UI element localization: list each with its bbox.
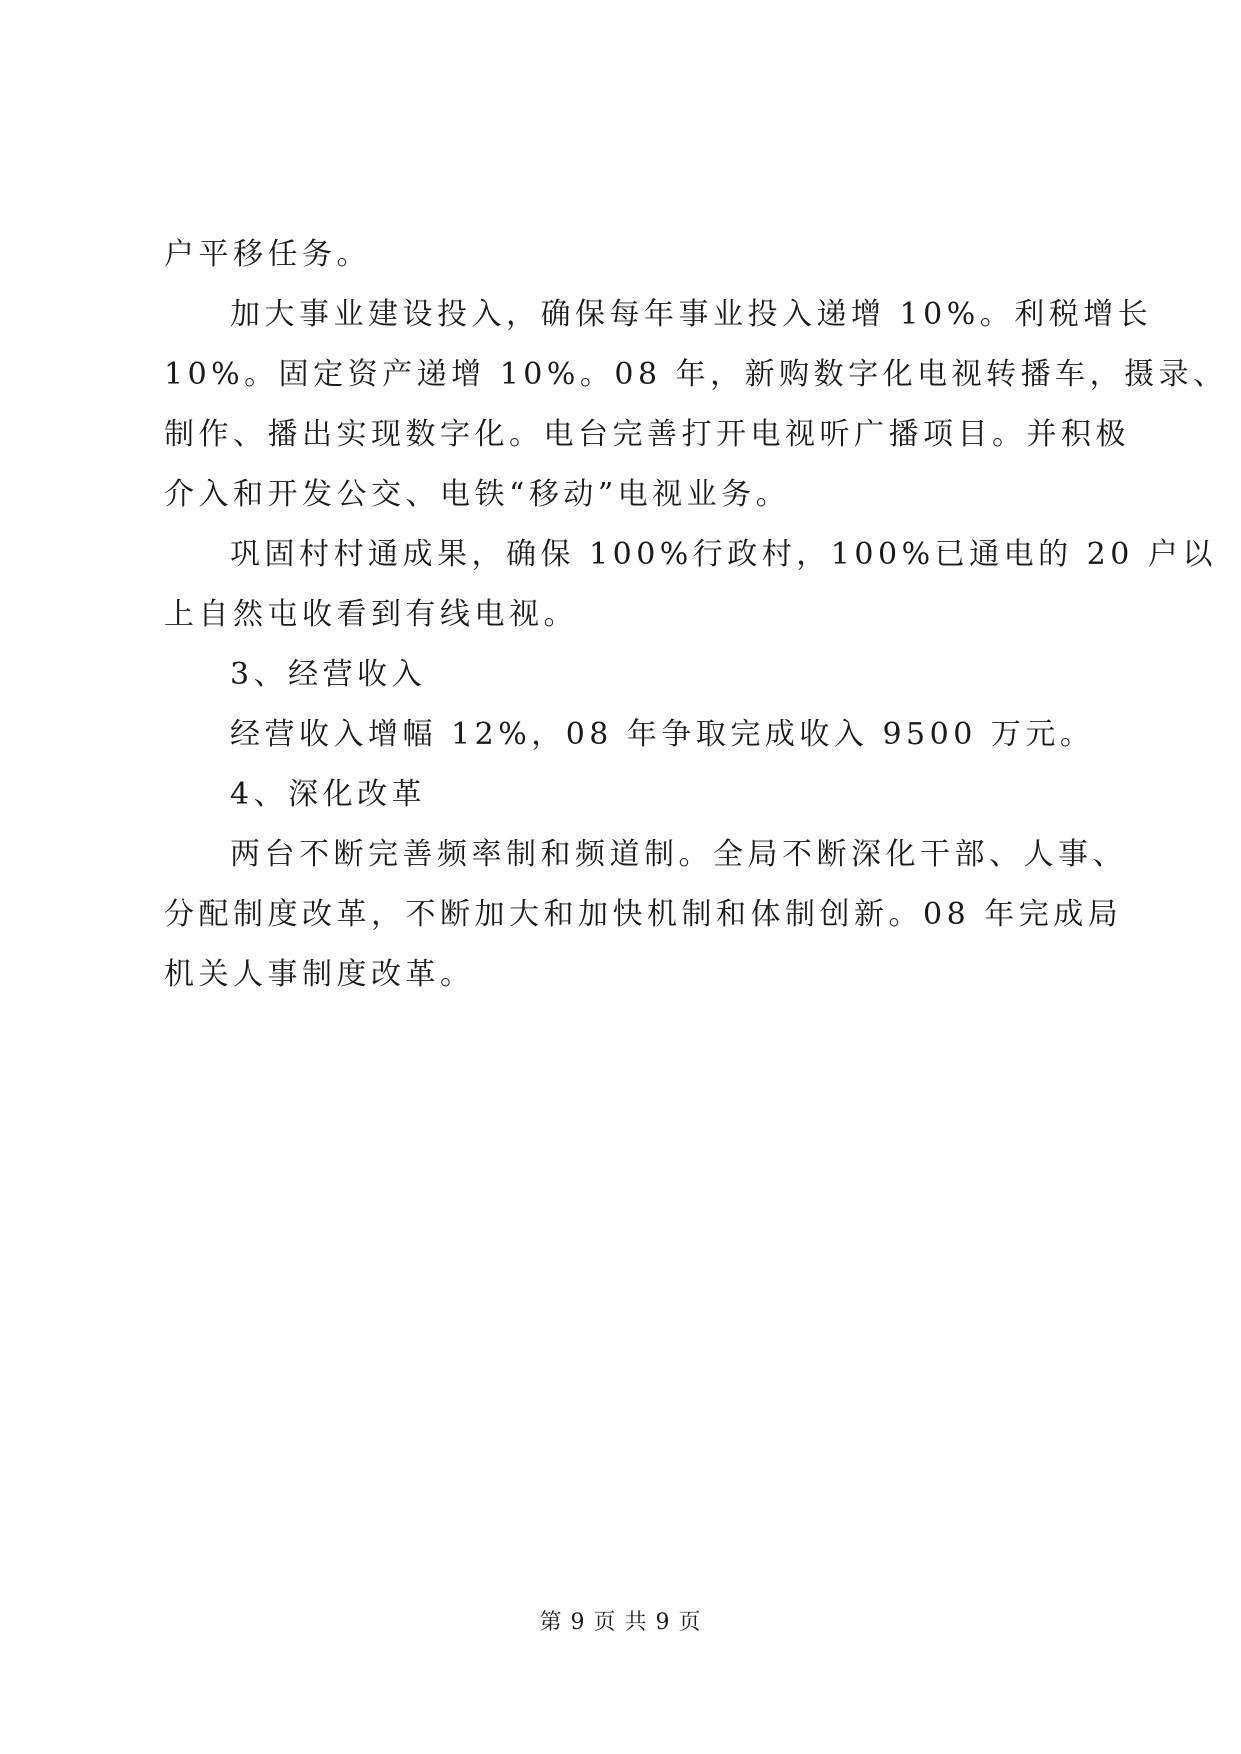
text-line: 加大事业建设投入，确保每年事业投入递增 10%。利税增长 — [230, 297, 1153, 332]
text-line: 巩固村村通成果，确保 100%行政村，100%已通电的 20 户以 — [230, 537, 1217, 572]
text-line: 户平移任务。 — [164, 237, 371, 272]
document-body — [164, 225, 1228, 1005]
text-line: 两台不断完善频率制和频道制。全局不断深化干部、人事、 — [230, 837, 1127, 872]
text-line: 上自然屯收看到有线电视。 — [164, 597, 578, 632]
text-line: 介入和开发公交、电铁“移动”电视业务。 — [164, 477, 791, 512]
text-line: 经营收入增幅 12%，08 年争取完成收入 9500 万元。 — [230, 717, 1095, 752]
text-line: 制作、播出实现数字化。电台完善打开电视听广播项目。并积极 — [164, 417, 1130, 452]
text-line: 分配制度改革，不断加大和加快机制和体制创新。08 年完成局 — [164, 897, 1123, 932]
section-heading: 4、深化改革 — [230, 777, 427, 812]
page-number-footer: 第 9 页 共 9 页 — [539, 1610, 702, 1635]
section-heading: 3、经营收入 — [230, 657, 427, 692]
text-line: 机关人事制度改革。 — [164, 957, 475, 992]
text-line: 10%。固定资产递增 10%。08 年，新购数字化电视转播车，摄录、 — [164, 357, 1228, 392]
